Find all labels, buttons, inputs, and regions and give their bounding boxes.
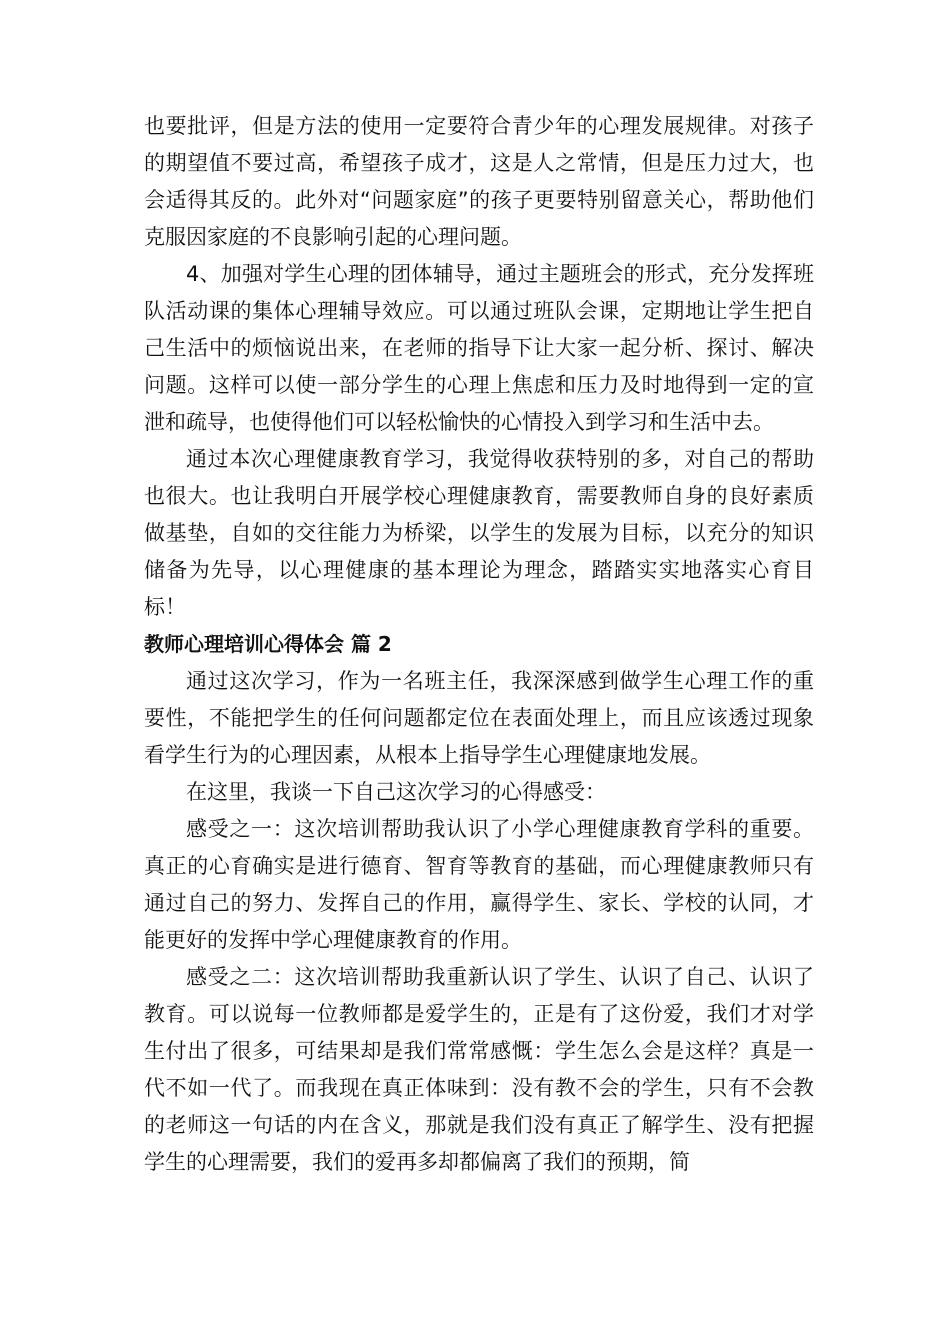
paragraph-4: 通过这次学习，作为一名班主任，我深深感到做学生心理工作的重要性，不能把学生的任何问题都定位在表面处理上，而且应该透过现象看学生行为的心理因素，从根本上指导学生心理健康地发展。 (144, 669, 814, 767)
paragraph-2: 4、加强对学生心理的团体辅导，通过主题班会的形式，充分发挥班队活动课的集体心理辅导效应。可以通过班队会课，定期地让学生把自己生活中的烦恼说出来，在老师的指导下让大家一起分析、探讨、解决问题。这样可以使一部分学生的心理上焦虑和压力及时地得到一定的宣泄和疏导，也使得他们可以轻松愉快的心情投入到学习和生活中去。 (144, 262, 814, 434)
paragraph-5: 在这里，我谈一下自己这次学习的心得感受： (186, 780, 606, 804)
paragraph-3: 通过本次心理健康教育学习，我觉得收获特别的多，对自己的帮助也很大。也让我明白开展学校心理健康教育，需要教师自身的良好素质做基垫，自如的交往能力为桥梁，以学生的发展为目标，以充分的知识储备为先导，以心理健康的基本理论为理念，踏踏实实地落实心育目标！ (144, 447, 814, 619)
paragraph-7: 感受之二：这次培训帮助我重新认识了学生、认识了自己、认识了教育。可以说每一位教师都是爱学生的，正是有了这份爱，我们才对学生付出了很多，可结果却是我们常常感慨：学生怎么会是这样？真是一代不如一代了。而我现在真正体味到：没有教不会的学生，只有不会教的老师这一句话的内在含义，那就是我们没有真正了解学生、没有把握学生的心理需要，我们的爱再多却都偏离了我们的预期，简 (144, 965, 814, 1174)
paragraph-6: 感受之一：这次培训帮助我认识了小学心理健康教育学科的重要。真正的心育确实是进行德育、智育等教育的基础，而心理健康教师只有通过自己的努力、发挥自己的作用，赢得学生、家长、学校的认同，才能更好的发挥中学心理健康教育的作用。 (144, 817, 814, 952)
document-page (144, 108, 814, 1181)
section-heading: 教师心理培训心得体会 篇 2 (144, 632, 392, 656)
paragraph-1: 也要批评，但是方法的使用一定要符合青少年的心理发展规律。对孩子的期望值不要过高，希望孩子成才，这是人之常情，但是压力过大，也会适得其反的。此外对“问题家庭”的孩子更要特别留意关心，帮助他们克服因家庭的不良影响引起的心理问题。 (144, 114, 814, 249)
